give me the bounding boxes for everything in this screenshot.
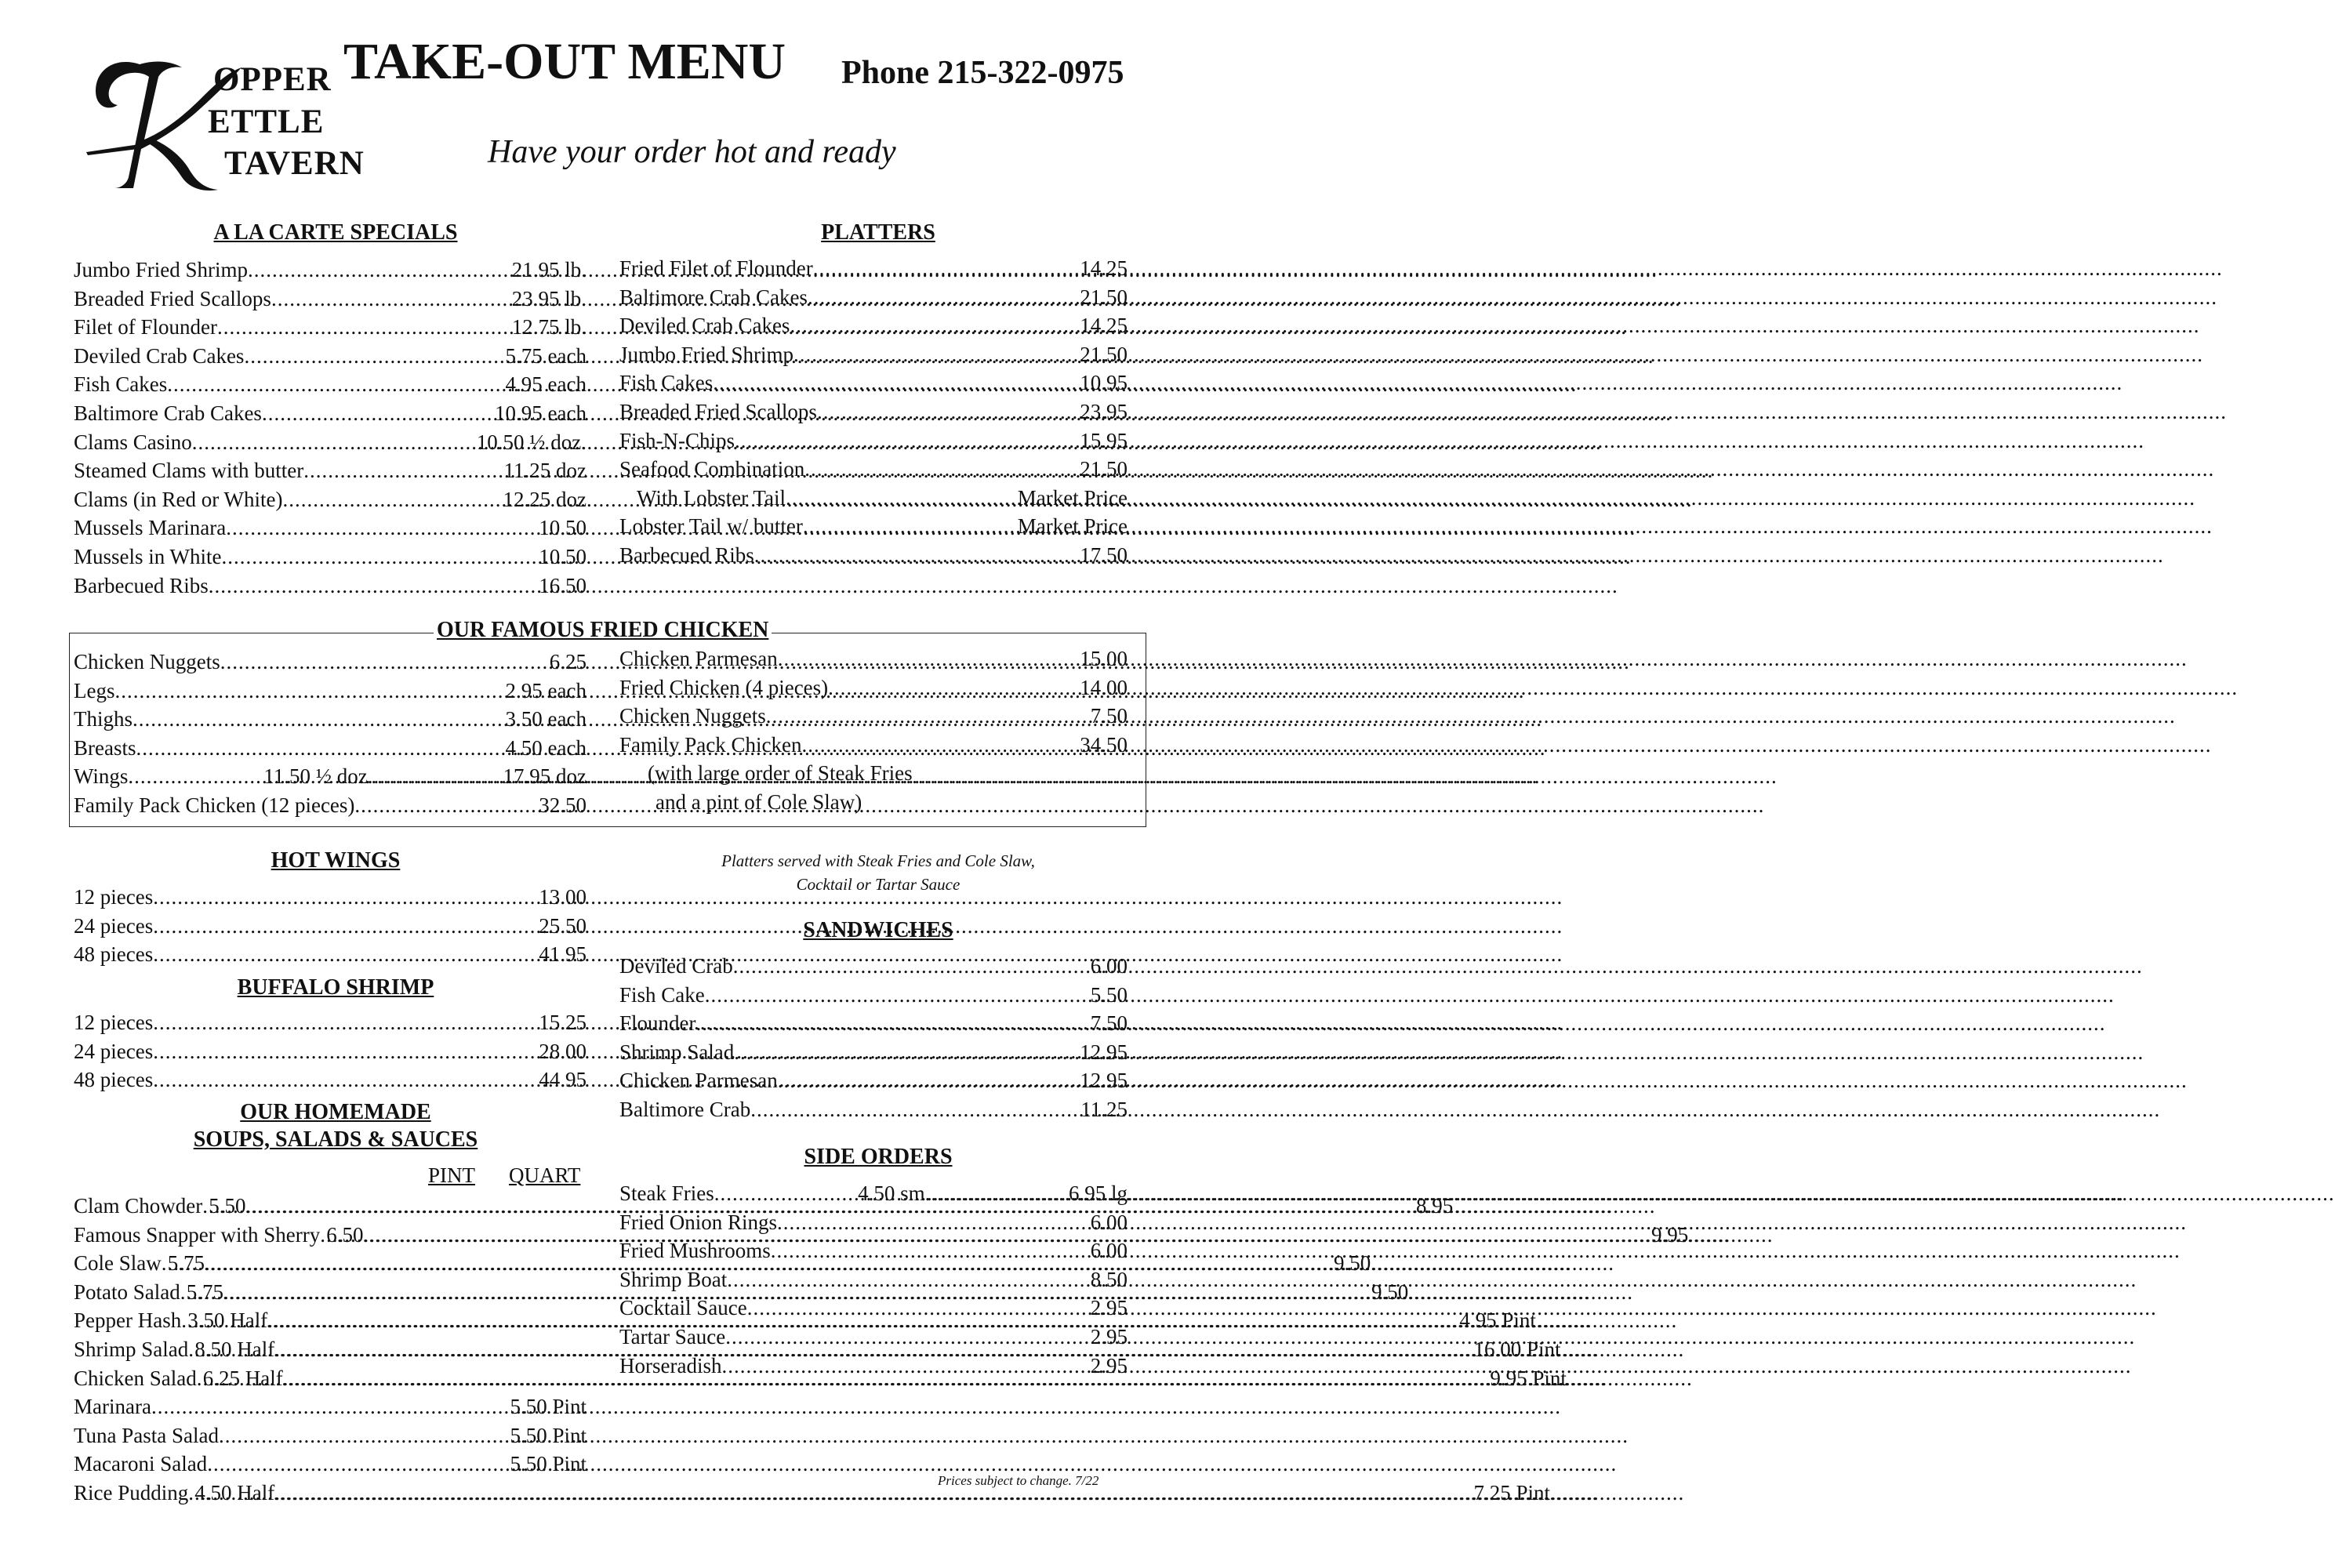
menu-item-name: Deviled Crab Cakes [74,343,245,368]
menu-item-row [74,370,586,399]
side-orders-heading: SIDE ORDERS [804,1145,953,1169]
dot-leader [192,428,477,457]
dot-leader [181,1306,187,1335]
menu-item-price: 12.25 doz [503,487,586,511]
menu-item-name: 24 pieces [74,1039,154,1063]
side-orders-list [619,1179,1128,1380]
pint-column-header: PINT [428,1163,475,1187]
menu-item-name: Lobster Tail w/ butter [619,514,803,539]
menu-item-name: Fish-N-Chips [619,428,735,452]
dot-leader [803,512,1018,541]
menu-item-name: Seafood Combination [619,457,805,481]
menu-item-price: 21.50 [1080,285,1128,309]
menu-item-secondary-price: 5.75 [167,1251,205,1276]
menu-item-row [619,512,1128,541]
menu-item-price: 12.75 lb. [511,315,586,339]
menu-item-name: Horseradish [619,1353,722,1377]
dot-leader [817,397,1080,426]
soups-heading-line-1: OUR HOMEMADE [240,1100,431,1124]
fried-chicken-left-list [74,648,586,820]
menu-item-name: Famous Snapper with Sherry [74,1222,321,1247]
menu-item-price: 32.50 [539,793,586,817]
dot-leader [153,940,539,969]
dot-leader [244,342,505,371]
dot-leader [153,883,539,912]
menu-item-price: 9.50 [1371,1279,1409,1304]
hot-wings-list [74,883,586,969]
menu-item-name: Fried Mushrooms [619,1239,771,1263]
menu-item-secondary-price: 4.50 sm [858,1181,925,1205]
menu-item-row [619,1323,1128,1352]
dot-leader [786,484,1018,513]
dot-leader [766,702,1091,731]
menu-item-name: Shrimp Boat [619,1267,728,1291]
menu-item-price: 9.50 [1334,1251,1371,1276]
dot-leader [813,254,1080,283]
dot-leader [207,1450,510,1479]
menu-item-name: 48 pieces [74,1068,154,1092]
menu-item-row [619,981,1128,1010]
menu-item-name: Jumbo Fried Shrimp [74,258,249,281]
menu-item-row [74,1421,586,1450]
fried-chicken-note [619,759,1128,816]
menu-item-secondary-price: 5.75 [186,1279,223,1304]
menu-item-row [619,283,1128,312]
logo-line-3: TAVERN [224,145,365,182]
dot-leader [734,1038,1080,1067]
dot-leader [282,485,503,514]
menu-item-secondary-price: 3.50 Half [187,1308,268,1333]
menu-item-name: 12 pieces [74,1011,154,1034]
menu-item-price: 14.00 [1080,675,1128,699]
menu-item-price: 6.95 lg [1068,1181,1128,1205]
dot-leader [274,1479,1473,1508]
menu-item-row [619,1294,1128,1323]
menu-item-price: 5.50 Pint [510,1452,586,1476]
menu-item-row [74,1008,586,1037]
buffalo-shrimp-list [74,1008,586,1094]
menu-item-row [619,1208,1128,1237]
hot-wings-heading: HOT WINGS [271,848,401,873]
menu-item-row [619,397,1128,426]
menu-item-row [619,340,1128,369]
dot-leader [303,456,503,485]
menu-item-row [74,428,586,457]
menu-item-price: 6.25 [549,650,586,673]
dot-leader [354,791,539,820]
menu-item-row [619,731,1128,760]
fried-chicken-right-list [619,644,1128,759]
menu-item-row [619,1236,1128,1265]
dot-leader [188,1335,194,1364]
dot-leader [271,285,512,314]
menu-item-price: 28.00 [539,1039,586,1063]
dot-leader [793,340,1080,369]
menu-item-price: 5.50 Pint [510,1395,586,1419]
dot-leader [153,1008,539,1037]
menu-item-name: Fried Filet of Flounder [619,256,813,280]
dot-leader [368,762,503,791]
menu-item-row [619,644,1128,673]
menu-item-row [74,1392,586,1421]
buffalo-shrimp-heading: BUFFALO SHRIMP [237,975,434,1000]
menu-item-price: 14.25 [1080,256,1128,280]
dot-leader [750,1095,1080,1124]
dot-leader [320,1221,326,1250]
menu-item-row [74,399,586,428]
menu-item-row [619,1265,1128,1294]
dot-leader [153,1065,539,1094]
menu-item-row [74,1450,586,1479]
dot-leader [136,734,505,763]
menu-item-name: Cocktail Sauce [619,1296,747,1320]
menu-item-price: 2.95 each [505,678,586,702]
menu-item-name: Baltimore Crab Cakes [74,401,262,425]
menu-item-row [619,254,1128,283]
menu-item-row [619,541,1128,570]
menu-item-name: Fish Cakes [619,371,714,395]
menu-item-row [74,677,586,706]
menu-item-row [74,572,586,601]
dot-leader [188,1479,194,1508]
menu-item-name: 24 pieces [74,913,154,938]
dot-leader [153,912,539,941]
menu-item-row [74,485,586,514]
dot-leader [696,1009,1091,1038]
menu-item-price: 5.75 each [505,343,586,368]
menu-item-price: 12.95 [1080,1040,1128,1064]
menu-item-name: Chicken Nuggets [74,650,220,673]
menu-item-name: 12 pieces [74,885,154,909]
menu-item-secondary-price: 6.25 Half [202,1366,283,1390]
menu-item-name: Legs [74,678,115,702]
menu-item-name: Barbecued Ribs [619,543,754,567]
menu-item-row [74,514,586,543]
dot-leader [128,762,263,791]
menu-item-price: 25.50 [539,913,586,938]
menu-item-price: 9.95 Pint [1490,1366,1567,1390]
menu-item-price: 6.00 [1090,1210,1128,1234]
menu-item-row [619,1352,1128,1381]
menu-item-name: Steak Fries [619,1181,714,1205]
menu-item-name: Fried Chicken (4 pieces) [619,675,829,699]
menu-item-row [619,484,1128,513]
dot-leader [114,677,505,706]
menu-item-price: 3.50 each [505,707,586,731]
a-la-carte-heading: A LA CARTE SPECIALS [213,220,458,245]
menu-item-price: 10.50 ½ doz. [476,430,586,454]
menu-item-name: Shrimp Salad [619,1040,735,1064]
menu-item-name: Pepper Hash [74,1308,182,1333]
platter-note-line-1: Platters served with Steak Fries and Cole Slaw, [721,851,1035,870]
dot-leader [153,1037,539,1066]
menu-item-price: 6.00 [1090,1239,1128,1263]
menu-item-name: Mussels Marinara [74,516,227,540]
dot-leader [925,1179,1069,1208]
platters-list [619,254,1128,570]
menu-item-price: 8.95 [1415,1194,1454,1218]
menu-item-name: Breaded Fried Scallops [74,286,271,310]
menu-item-name: Chicken Salad [74,1366,197,1390]
logo-line-2: ETTLE [208,103,325,140]
logo-line-1: OPPER [213,61,332,98]
menu-item-price: 6.00 [1090,954,1128,978]
menu-item-name: Rice Pudding [74,1480,189,1504]
menu-item-row [619,1038,1128,1067]
menu-item-row [619,673,1128,702]
dot-leader [777,1208,1091,1237]
menu-item-secondary-price: 8.50 Half [194,1337,275,1361]
menu-item-price: 44.95 [539,1068,586,1092]
menu-item-price: 10.50 [539,544,586,568]
dot-leader [248,256,512,285]
menu-item-name: With Lobster Tail [637,485,786,510]
menu-item-name: Thighs [74,707,133,731]
menu-item-name: Flounder [619,1011,696,1036]
menu-item-row [619,1009,1128,1038]
menu-item-row [74,912,586,941]
menu-item-name: Chicken Parmesan [619,1069,778,1093]
menu-item-price: 2.95 [1090,1296,1128,1320]
menu-item-secondary-price: 5.50 [209,1194,246,1218]
dot-leader [226,514,539,543]
menu-item-name: Jumbo Fried Shrimp [619,342,794,366]
menu-item-price: 17.50 [1080,543,1128,567]
sandwiches-heading: SANDWICHES [803,918,953,942]
menu-item-price: 14.25 [1080,314,1128,338]
menu-item-row [619,368,1128,397]
dot-leader [735,426,1080,456]
menu-item-row [74,648,586,677]
dot-leader [262,399,495,428]
dot-leader [721,1352,1090,1381]
menu-item-price: 15.95 [1080,428,1128,452]
menu-item-name: Barbecued Ribs [74,573,209,597]
menu-item-price: 16.00 Pint [1473,1337,1561,1361]
menu-item-price: 11.25 doz [503,459,586,483]
dot-leader [713,368,1080,397]
dot-leader [714,1179,858,1208]
menu-item-price: 34.50 [1080,732,1128,757]
dot-leader [754,541,1080,570]
menu-item-name: Macaroni Salad [74,1452,208,1476]
menu-item-row [619,1179,1128,1208]
menu-item-price: 4.95 Pint [1459,1308,1536,1333]
menu-item-price: 2.95 [1090,1353,1128,1377]
menu-item-name: Clams (in Red or White) [74,487,283,511]
menu-item-name: Shrimp Salad [74,1337,189,1361]
menu-item-price: 4.95 each [505,372,586,397]
tavern-logo [85,45,383,194]
menu-item-row [74,791,586,820]
menu-item-price: 10.95 each [495,401,586,425]
menu-item-row [74,940,586,969]
menu-item-row [619,455,1128,484]
menu-item-price: 13.00 [539,885,586,909]
fried-chicken-note-line-2: and a pint of Cole Slaw) [655,789,862,814]
menu-item-row [74,313,586,342]
menu-item-price: 17.95 doz [503,764,586,789]
dot-leader [747,1294,1091,1323]
platters-heading: PLATTERS [821,220,935,245]
menu-item-name: Deviled Crab Cakes [619,314,790,338]
menu-item-row [619,702,1128,731]
menu-item-name: Fried Onion Rings [619,1210,778,1234]
dot-leader [222,543,539,572]
prices-footnote: Prices subject to change. 7/22 [938,1473,1099,1488]
menu-item-row [74,342,586,371]
menu-item-name: Baltimore Crab [619,1097,751,1121]
dot-leader [778,1066,1080,1095]
menu-item-price: Market Price [1017,485,1128,510]
menu-item-price: 16.50 [539,573,586,597]
menu-item-name: Breasts [74,735,136,760]
menu-item-price: 11.25 [1080,1097,1128,1121]
menu-item-row [74,762,586,791]
menu-item-row [74,705,586,734]
quart-column-header: QUART [509,1163,581,1187]
platter-note-line-2: Cocktail or Tartar Sauce [796,875,961,894]
menu-item-price: 15.00 [1080,647,1128,670]
dot-leader [804,455,1080,484]
menu-item-row [74,543,586,572]
menu-item-name: Clam Chowder [74,1194,203,1218]
dot-leader [808,283,1080,312]
dot-leader [778,644,1080,673]
menu-item-name: Steamed Clams with butter [74,459,304,483]
menu-item-name: Deviled Crab [619,954,733,978]
dot-leader [725,1323,1090,1352]
fried-chicken-note-line-1: (with large order of Steak Fries [648,761,913,785]
menu-item-price: 10.50 [539,516,586,540]
dot-leader [790,311,1080,340]
menu-item-price: 5.50 Pint [510,1423,586,1447]
menu-item-price: 23.95 lb. [511,286,586,310]
menu-item-row [74,1037,586,1066]
dot-leader [733,952,1091,981]
menu-item-price: 9.95 [1650,1222,1689,1247]
dot-leader [133,705,506,734]
dot-leader [220,648,550,677]
dot-leader [209,572,539,601]
dot-leader [162,1249,168,1278]
tagline: Have your order hot and ready [488,134,896,170]
menu-item-price: 4.50 each [505,735,586,760]
phone-number: Phone 215-322-0975 [841,55,1124,91]
menu-item-row [74,285,586,314]
menu-item-price: 41.95 [539,942,586,967]
menu-item-name: Mussels in White [74,544,222,568]
menu-item-name: Family Pack Chicken [619,732,802,757]
menu-item-row [619,952,1128,981]
menu-item-row [74,256,586,285]
menu-item-row [74,734,586,763]
menu-item-name: Tuna Pasta Salad [74,1423,220,1447]
menu-item-row [74,883,586,912]
dot-leader [202,1192,209,1221]
menu-item-name: Tartar Sauce [619,1324,726,1348]
menu-item-price: 21.50 [1080,342,1128,366]
menu-item-price: 7.50 [1090,704,1128,728]
menu-item-name: Potato Salad [74,1279,180,1304]
menu-item-secondary-price: 4.50 Half [194,1480,275,1504]
fried-chicken-heading: OUR FAMOUS FRIED CHICKEN [434,619,772,641]
menu-item-row [619,426,1128,456]
dot-leader [167,370,505,399]
menu-item-row [619,311,1128,340]
menu-item-price: 10.95 [1080,371,1128,395]
dot-leader [151,1392,510,1421]
menu-item-row [619,1095,1128,1124]
menu-item-name: Breaded Fried Scallops [619,399,817,423]
dot-leader [828,673,1080,702]
menu-item-price: 21.50 [1080,457,1128,481]
dot-leader [217,313,512,342]
menu-item-name: Fish Cakes [74,372,168,397]
menu-item-secondary-price: 11.50 ½ doz [263,764,368,789]
menu-item-name: Cole Slaw [74,1251,162,1276]
menu-item-name: Clams Casino [74,430,192,454]
sandwiches-list [619,952,1128,1124]
menu-item-name: Chicken Parmesan [619,647,778,670]
dot-leader [801,731,1080,760]
menu-item-price: 12.95 [1080,1069,1128,1093]
menu-item-price: 7.25 Pint [1473,1480,1550,1504]
menu-item-price: 15.25 [539,1011,586,1034]
menu-item-secondary-price: 6.50 [326,1222,364,1247]
dot-leader [771,1236,1091,1265]
menu-item-price: 21.95 lb. [511,258,586,281]
soups-heading-line-2: SOUPS, SALADS & SAUCES [193,1127,478,1152]
menu-item-price: 23.95 [1080,399,1128,423]
platter-note [651,849,1106,896]
menu-item-price: 7.50 [1090,1011,1128,1036]
a-la-carte-list [74,256,586,600]
menu-item-price: Market Price [1017,514,1128,539]
menu-item-name: 48 pieces [74,942,154,967]
menu-item-row [619,1066,1128,1095]
menu-item-name: Fish Cake [619,982,705,1007]
menu-item-name: Marinara [74,1395,151,1419]
menu-item-name: Family Pack Chicken (12 pieces) [74,793,355,817]
dot-leader [197,1364,203,1393]
menu-item-name: Chicken Nuggets [619,704,766,728]
menu-item-name: Wings [74,764,129,789]
menu-item-name: Baltimore Crab Cakes [619,285,808,309]
dot-leader [219,1421,510,1450]
menu-title: TAKE-OUT MENU [343,33,786,90]
menu-item-row [74,456,586,485]
menu-item-price: 5.50 [1090,982,1128,1007]
menu-item-name: Filet of Flounder [74,315,217,339]
dot-leader [727,1265,1090,1294]
menu-item-row [74,1065,586,1094]
menu-item-price: 2.95 [1090,1324,1128,1348]
menu-item-price: 8.50 [1090,1267,1128,1291]
dot-leader [180,1278,187,1307]
dot-leader [705,981,1091,1010]
